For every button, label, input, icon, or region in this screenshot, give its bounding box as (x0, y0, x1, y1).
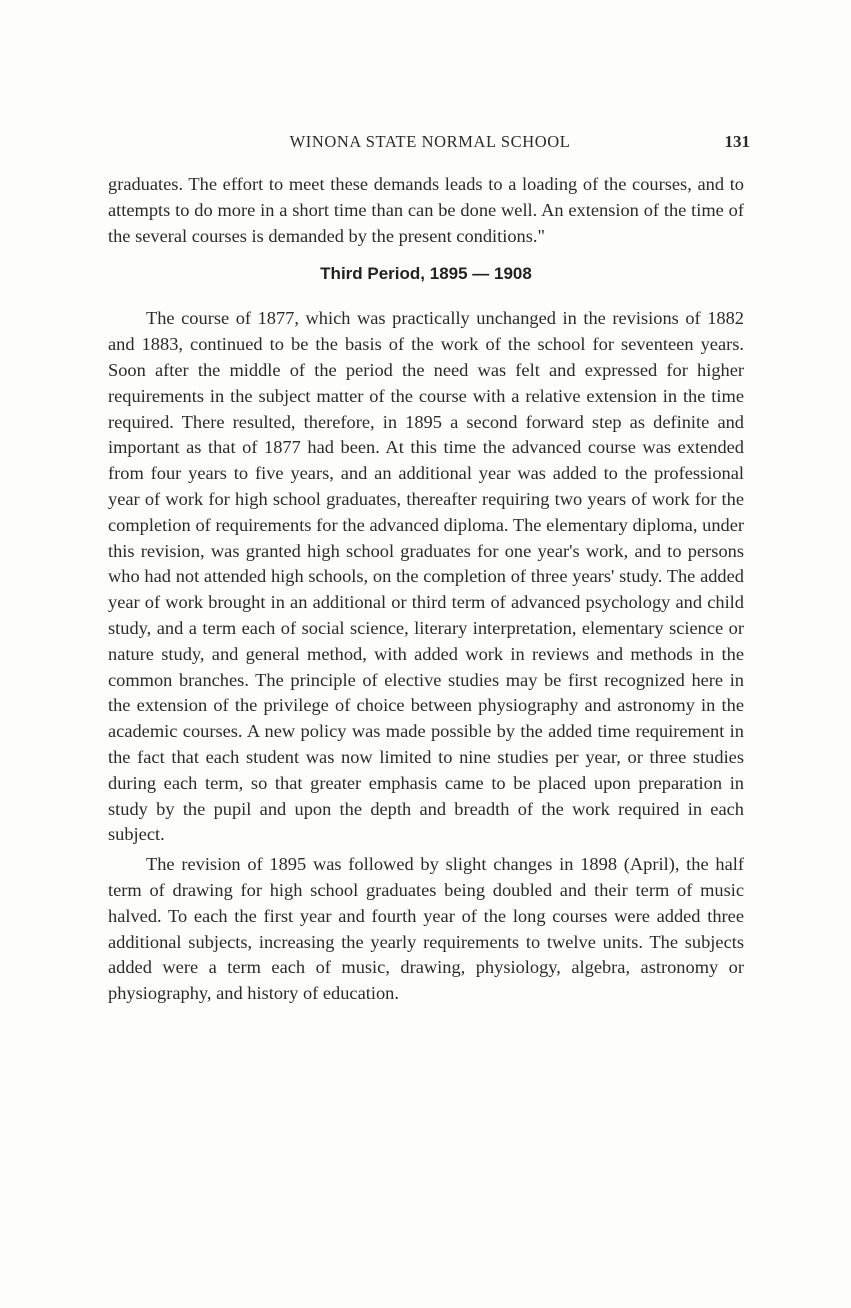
section-heading: Third Period, 1895 — 1908 (320, 264, 532, 284)
running-title: WINONA STATE NORMAL SCHOOL (289, 132, 571, 151)
running-head (110, 128, 750, 156)
paragraph-course-1877: The course of 1877, which was practically unchanged in the revisions of 1882 and 1883, continued to be the basis of the work of the school for seventeen years. Soon after the middle of the period the need was felt and expressed for higher requirements in the subject matter of the course with a relative extension in the time required. There resulted, therefore, in 1895 a second forward step as definite and important as that of 1877 had been. At this time the advanced course was extended from four years to five years, and an additional year was added to the professional year of work for high school graduates, thereafter requiring two years of work for the completion of requirements for the advanced diploma. The elementary diploma, under this revision, was granted high school graduates for one year's work, and to persons who had not attended high schools, on the completion of three years' study. The added year of work brought in an additional or third term of advanced psychology and child study, and a term each of social science, literary interpretation, elementary science or nature study, and general method, with added work in reviews and methods in the common branches. The principle of elective studies may be first recognized here in the extension of the privilege of choice between physiography and astronomy in the academic courses. A new policy was made possible by the added time requirement in the fact that each student was now limited to nine studies per year, or three studies during each term, so that greater emphasis came to be placed upon preparation in study by the pupil and upon the depth and breadth of the work required in each subject. (108, 308, 744, 845)
paragraph-carryover: graduates. The effort to meet these demands leads to a loading of the courses, and to attempts to do more in a short time than can be done well. An extension of the time of the several courses is demanded by the present conditions." (108, 174, 744, 246)
paragraph-revision-1895: The revision of 1895 was followed by slight changes in 1898 (April), the half term of drawing for high school graduates being doubled and their term of music halved. To each the first year and fourth year of the long courses were added three additional subjects, increasing the yearly requirements to twelve units. The subjects added were a term each of music, drawing, physiology, algebra, astronomy or physiography, and history of education. (108, 854, 744, 1004)
page-number: 131 (724, 132, 750, 151)
body-text (108, 172, 744, 1007)
